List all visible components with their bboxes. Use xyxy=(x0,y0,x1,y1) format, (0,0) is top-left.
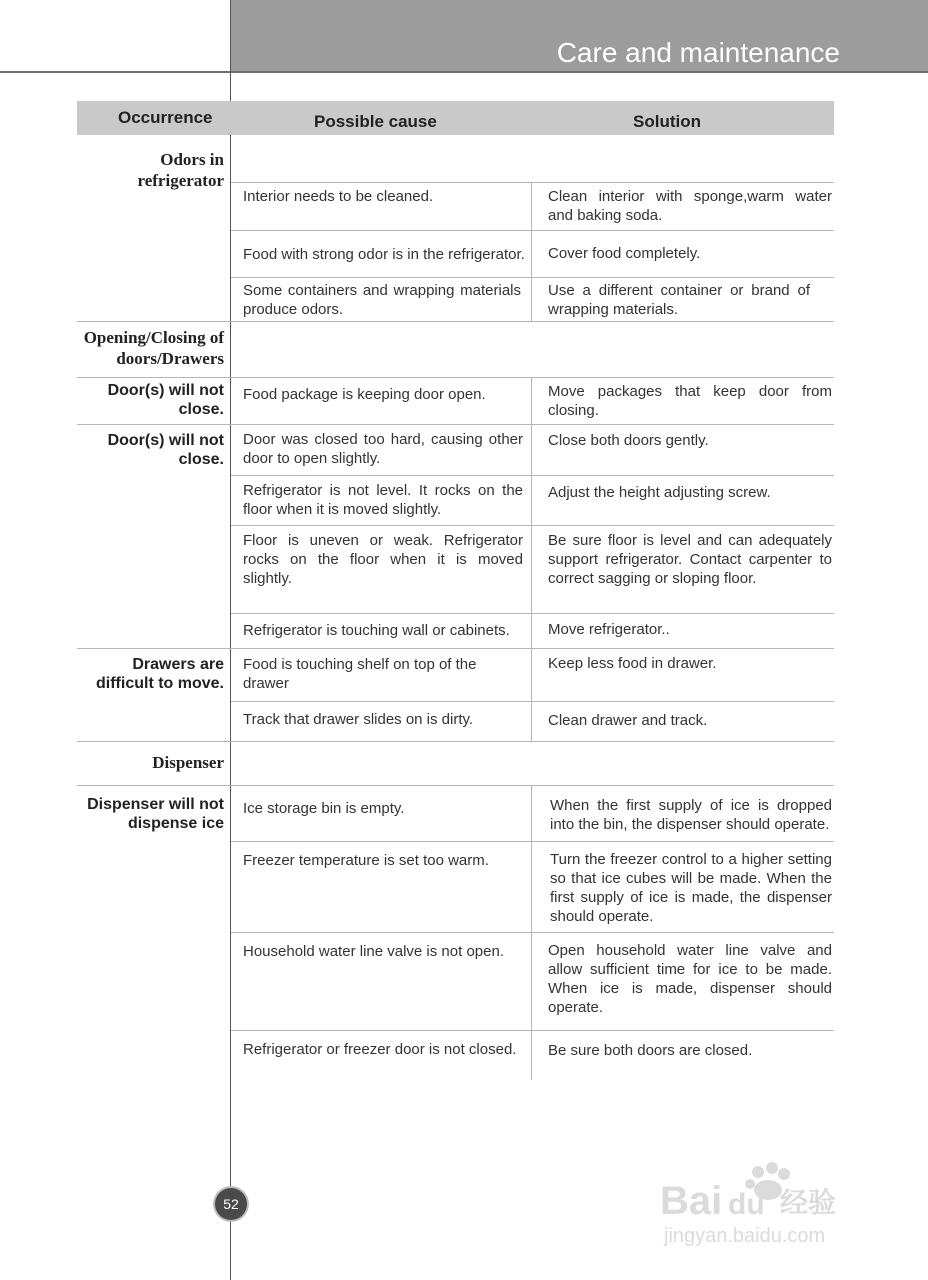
cause-cell: Refrigerator is not level. It rocks on the floor when it is moved slightly. xyxy=(243,482,523,518)
row-divider xyxy=(77,424,834,425)
row-divider xyxy=(231,230,834,231)
column-header-occurrence: Occurrence xyxy=(118,108,213,127)
column-divider xyxy=(531,785,532,1080)
column-header-solution: Solution xyxy=(633,112,701,131)
section-heading-opening: Opening/Closing of doors/Drawers xyxy=(83,328,224,368)
svg-text:Bai: Bai xyxy=(660,1179,723,1223)
cause-cell: Freezer temperature is set too warm. xyxy=(243,852,489,869)
section-heading-odors: Odors in refrigerator xyxy=(137,150,224,190)
solution-cell: Clean drawer and track. xyxy=(548,712,708,729)
column-header-cause: Possible cause xyxy=(314,112,437,131)
occurrence-label: Dispenser will not dispense ice xyxy=(87,796,224,832)
row-divider xyxy=(231,701,834,702)
row-divider xyxy=(231,1030,834,1031)
cause-cell: Some containers and wrapping materials produce odors. xyxy=(243,282,521,318)
solution-cell: Adjust the height adjusting screw. xyxy=(548,484,771,501)
row-divider xyxy=(77,741,834,742)
row-divider xyxy=(231,841,834,842)
solution-cell: Close both doors gently. xyxy=(548,432,709,449)
baidu-watermark-logo xyxy=(660,1160,870,1250)
cause-cell: Ice storage bin is empty. xyxy=(243,800,405,817)
row-divider xyxy=(231,182,834,183)
page-number: 52 xyxy=(215,1188,247,1220)
occurrence-label: Door(s) will not close. xyxy=(107,432,224,468)
cause-cell: Refrigerator or freezer door is not closed. xyxy=(243,1041,517,1058)
section-heading-dispenser: Dispenser xyxy=(152,753,224,772)
cause-cell: Floor is uneven or weak. Refrigerator rocks on the floor when it is moved slightly. xyxy=(243,532,523,587)
cause-cell: Household water line valve is not open. xyxy=(243,943,504,960)
row-divider xyxy=(77,377,834,378)
occurrence-label: Drawers are difficult to move. xyxy=(96,656,224,692)
svg-text:du: du xyxy=(728,1188,765,1221)
solution-cell: Be sure floor is level and can adequately support refrigerator. Contact carpenter to correct sagging or sloping floor. xyxy=(548,532,832,587)
row-divider xyxy=(77,648,834,649)
occurrence-label: Door(s) will not close. xyxy=(107,382,224,418)
solution-cell: Move refrigerator.. xyxy=(548,621,670,638)
cause-cell: Interior needs to be cleaned. xyxy=(243,188,434,205)
cause-cell: Food package is keeping door open. xyxy=(243,386,486,403)
solution-cell: Use a different container or brand of wrapping materials. xyxy=(548,282,810,318)
row-divider xyxy=(77,321,834,322)
solution-cell: Keep less food in drawer. xyxy=(548,655,717,672)
page-title: Care and maintenance xyxy=(556,37,840,68)
column-divider xyxy=(531,182,532,322)
row-divider xyxy=(231,613,834,614)
solution-cell: Cover food completely. xyxy=(548,245,701,262)
solution-cell: Turn the freezer control to a higher setting so that ice cubes will be made. When the first supply of ice is made, the dispenser should operate. xyxy=(550,851,832,925)
row-divider xyxy=(231,525,834,526)
row-divider xyxy=(231,932,834,933)
solution-cell: Open household water line valve and allow sufficient time for ice to be made. When ice is made, dispenser should operate. xyxy=(548,942,832,1016)
solution-cell: Be sure both doors are closed. xyxy=(548,1042,753,1059)
cause-cell: Food is touching shelf on top of the drawer xyxy=(243,656,477,692)
column-divider xyxy=(531,377,532,742)
row-divider xyxy=(231,277,834,278)
row-divider xyxy=(77,785,834,786)
solution-cell: Clean interior with sponge,warm water and baking soda. xyxy=(548,188,832,224)
solution-cell: Move packages that keep door from closing. xyxy=(548,383,832,419)
cause-cell: Door was closed too hard, causing other door to open slightly. xyxy=(243,431,523,467)
header-divider xyxy=(0,71,928,73)
cause-cell: Refrigerator is touching wall or cabinets. xyxy=(243,622,510,639)
svg-text:jingyan.baidu.com: jingyan.baidu.com xyxy=(664,1225,826,1247)
svg-text:经验: 经验 xyxy=(780,1186,837,1219)
margin-rule xyxy=(230,0,231,1280)
row-divider xyxy=(231,475,834,476)
solution-cell: When the first supply of ice is dropped into the bin, the dispenser should operate. xyxy=(550,797,832,833)
cause-cell: Track that drawer slides on is dirty. xyxy=(243,711,474,728)
cause-cell: Food with strong odor is in the refrigerator. xyxy=(243,246,525,263)
